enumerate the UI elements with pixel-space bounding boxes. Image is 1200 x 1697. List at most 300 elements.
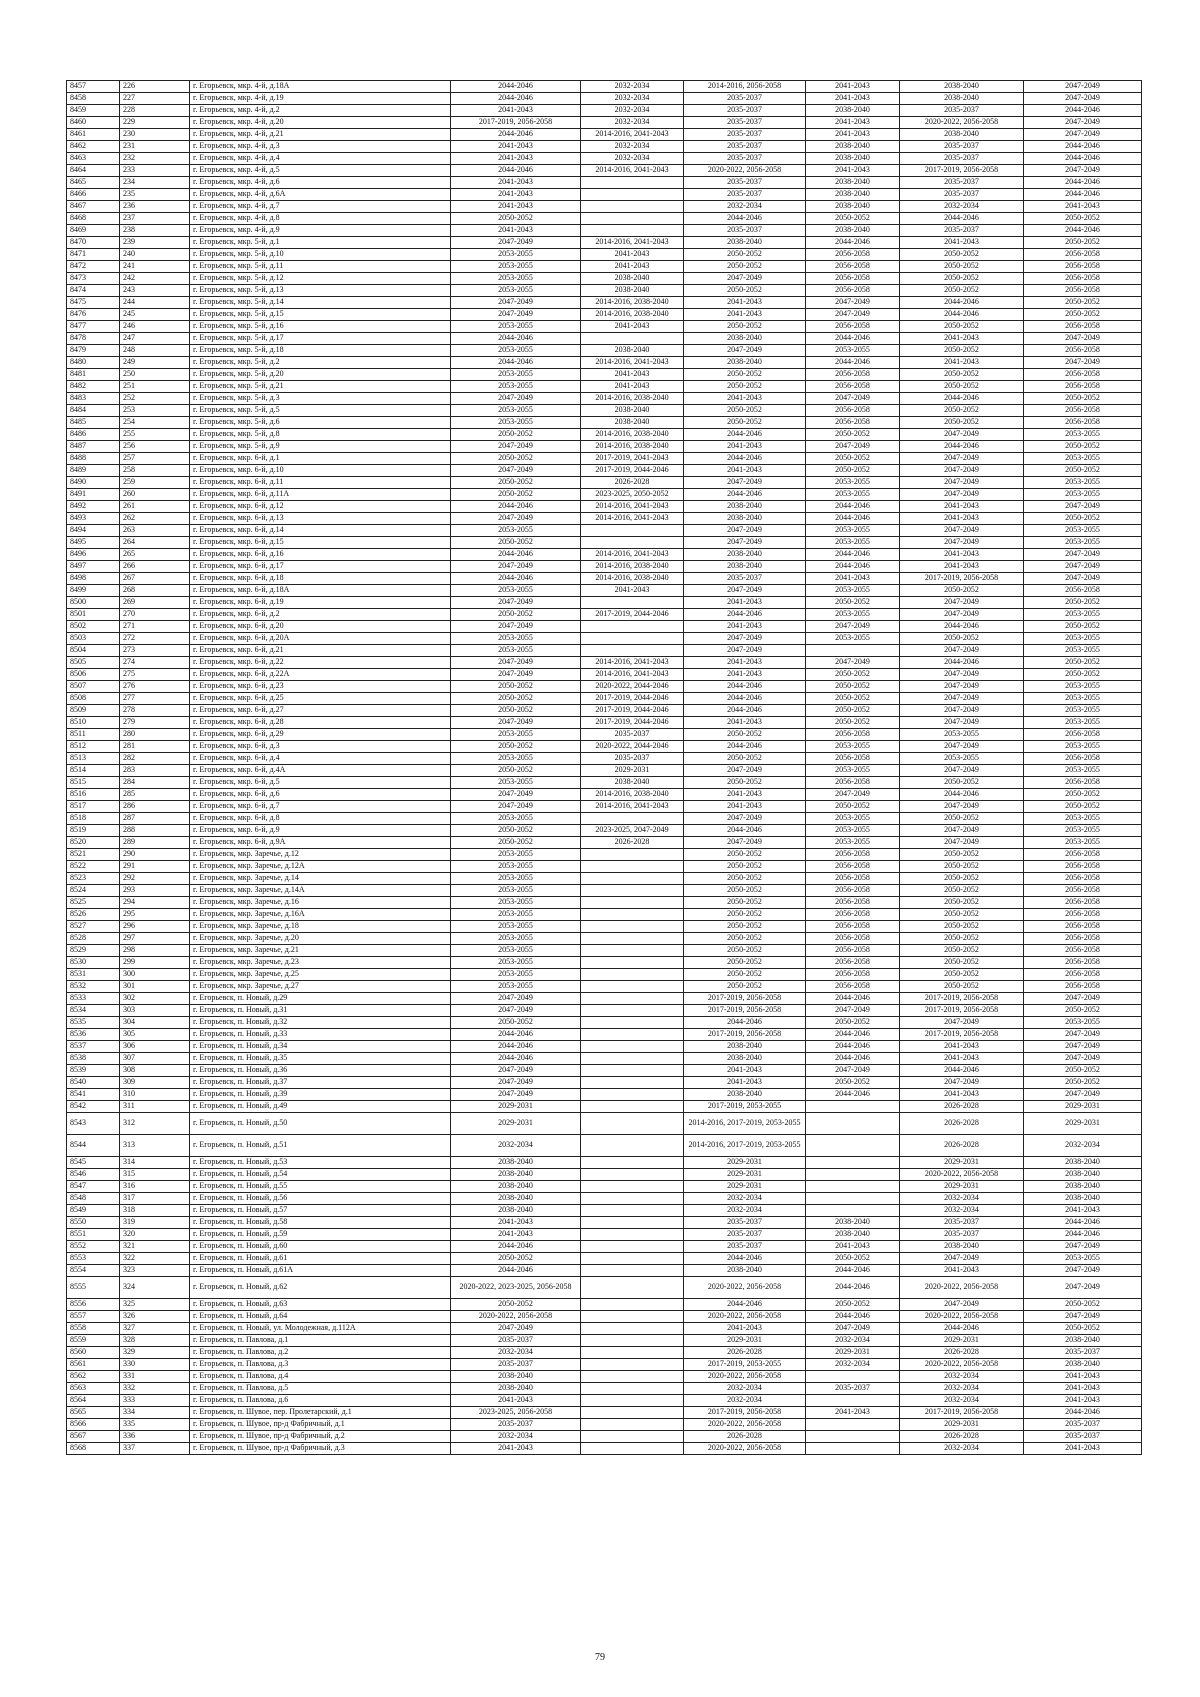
period-cell-4: 2044-2046 xyxy=(806,549,900,561)
row-number-cell: 279 xyxy=(120,717,190,729)
period-cell-2 xyxy=(581,1253,684,1265)
period-cell-3: 2047-2049 xyxy=(684,633,806,645)
period-cell-1: 2053-2055 xyxy=(451,897,581,909)
row-number-cell: 241 xyxy=(120,261,190,273)
period-cell-5: 2047-2049 xyxy=(900,1253,1024,1265)
row-id-cell: 8518 xyxy=(67,813,120,825)
address-cell: г. Егорьевск, мкр. 5-й, д.6 xyxy=(190,417,451,429)
period-cell-4: 2041-2043 xyxy=(806,1241,900,1253)
row-id-cell: 8554 xyxy=(67,1265,120,1277)
period-cell-4 xyxy=(806,1443,900,1455)
period-cell-1: 2053-2055 xyxy=(451,525,581,537)
period-cell-5: 2041-2043 xyxy=(900,357,1024,369)
period-cell-4: 2038-2040 xyxy=(806,1229,900,1241)
row-number-cell: 262 xyxy=(120,513,190,525)
address-cell: г. Егорьевск, п. Новый, д.29 xyxy=(190,993,451,1005)
address-cell: г. Егорьевск, мкр. 6-й, д.14 xyxy=(190,525,451,537)
period-cell-3: 2041-2043 xyxy=(684,1077,806,1089)
period-cell-1: 2047-2049 xyxy=(451,297,581,309)
period-cell-1: 2047-2049 xyxy=(451,1323,581,1335)
row-id-cell: 8463 xyxy=(67,153,120,165)
row-id-cell: 8525 xyxy=(67,897,120,909)
period-cell-2: 2032-2034 xyxy=(581,93,684,105)
address-cell: г. Егорьевск, мкр. Заречье, д.12 xyxy=(190,849,451,861)
period-cell-4: 2056-2058 xyxy=(806,945,900,957)
period-cell-6: 2050-2052 xyxy=(1024,801,1142,813)
period-cell-4: 2044-2046 xyxy=(806,1041,900,1053)
period-cell-2 xyxy=(581,537,684,549)
period-cell-1: 2032-2034 xyxy=(451,1347,581,1359)
period-cell-4: 2038-2040 xyxy=(806,225,900,237)
table-row xyxy=(67,909,1142,921)
period-cell-6: 2047-2049 xyxy=(1024,1311,1142,1323)
period-cell-5: 2044-2046 xyxy=(900,1065,1024,1077)
period-cell-3: 2038-2040 xyxy=(684,513,806,525)
row-id-cell: 8543 xyxy=(67,1113,120,1135)
period-cell-6: 2050-2052 xyxy=(1024,1299,1142,1311)
period-cell-3: 2026-2028 xyxy=(684,1431,806,1443)
period-cell-3: 2044-2046 xyxy=(684,453,806,465)
period-cell-6: 2038-2040 xyxy=(1024,1157,1142,1169)
row-id-cell: 8499 xyxy=(67,585,120,597)
address-cell: г. Егорьевск, мкр. 5-й, д.17 xyxy=(190,333,451,345)
period-cell-2: 2026-2028 xyxy=(581,477,684,489)
table-row xyxy=(67,201,1142,213)
table-row xyxy=(67,1217,1142,1229)
table-row xyxy=(67,1169,1142,1181)
period-cell-2: 2020-2022, 2044-2046 xyxy=(581,741,684,753)
period-cell-1: 2053-2055 xyxy=(451,633,581,645)
row-id-cell: 8497 xyxy=(67,561,120,573)
period-cell-1: 2017-2019, 2056-2058 xyxy=(451,117,581,129)
period-cell-2: 2041-2043 xyxy=(581,261,684,273)
period-cell-3: 2044-2046 xyxy=(684,1253,806,1265)
table-row xyxy=(67,357,1142,369)
period-cell-5: 2047-2049 xyxy=(900,477,1024,489)
period-cell-1: 2047-2049 xyxy=(451,237,581,249)
period-cell-6: 2047-2049 xyxy=(1024,357,1142,369)
period-cell-6: 2041-2043 xyxy=(1024,1395,1142,1407)
table-row xyxy=(67,1383,1142,1395)
period-cell-3: 2044-2046 xyxy=(684,741,806,753)
table-row xyxy=(67,585,1142,597)
period-cell-5: 2020-2022, 2056-2058 xyxy=(900,1277,1024,1299)
table-row xyxy=(67,189,1142,201)
address-cell: г. Егорьевск, мкр. 6-й, д.23 xyxy=(190,681,451,693)
row-number-cell: 329 xyxy=(120,1347,190,1359)
address-cell: г. Егорьевск, мкр. 5-й, д.10 xyxy=(190,249,451,261)
period-cell-3: 2050-2052 xyxy=(684,321,806,333)
table-row xyxy=(67,501,1142,513)
period-cell-4 xyxy=(806,1101,900,1113)
period-cell-2 xyxy=(581,1053,684,1065)
table-row xyxy=(67,393,1142,405)
row-id-cell: 8548 xyxy=(67,1193,120,1205)
period-cell-1: 2053-2055 xyxy=(451,885,581,897)
row-id-cell: 8530 xyxy=(67,957,120,969)
period-cell-2 xyxy=(581,1335,684,1347)
table-row xyxy=(67,969,1142,981)
period-cell-6: 2053-2055 xyxy=(1024,741,1142,753)
address-cell: г. Егорьевск, мкр. 6-й, д.25 xyxy=(190,693,451,705)
period-cell-6: 2047-2049 xyxy=(1024,1089,1142,1101)
period-cell-4: 2050-2052 xyxy=(806,669,900,681)
period-cell-5: 2047-2049 xyxy=(900,537,1024,549)
period-cell-4: 2038-2040 xyxy=(806,153,900,165)
period-cell-3: 2050-2052 xyxy=(684,381,806,393)
address-cell: г. Егорьевск, мкр. 5-й, д.15 xyxy=(190,309,451,321)
period-cell-1: 2047-2049 xyxy=(451,717,581,729)
period-cell-4: 2032-2034 xyxy=(806,1359,900,1371)
table-row xyxy=(67,645,1142,657)
period-cell-5: 2050-2052 xyxy=(900,849,1024,861)
period-cell-6: 2056-2058 xyxy=(1024,849,1142,861)
row-id-cell: 8477 xyxy=(67,321,120,333)
table-row xyxy=(67,465,1142,477)
period-cell-1: 2044-2046 xyxy=(451,1053,581,1065)
period-cell-4: 2038-2040 xyxy=(806,189,900,201)
period-cell-3: 2038-2040 xyxy=(684,1265,806,1277)
row-number-cell: 326 xyxy=(120,1311,190,1323)
period-cell-5: 2047-2049 xyxy=(900,801,1024,813)
period-cell-2: 2023-2025, 2047-2049 xyxy=(581,825,684,837)
row-number-cell: 268 xyxy=(120,585,190,597)
address-cell: г. Егорьевск, п. Новый, д.59 xyxy=(190,1229,451,1241)
row-id-cell: 8493 xyxy=(67,513,120,525)
row-id-cell: 8489 xyxy=(67,465,120,477)
period-cell-6: 2050-2052 xyxy=(1024,621,1142,633)
period-cell-3: 2044-2046 xyxy=(684,825,806,837)
table-row xyxy=(67,1229,1142,1241)
period-cell-5: 2041-2043 xyxy=(900,1041,1024,1053)
period-cell-6: 2038-2040 xyxy=(1024,1181,1142,1193)
table-row xyxy=(67,861,1142,873)
row-id-cell: 8524 xyxy=(67,885,120,897)
period-cell-1: 2053-2055 xyxy=(451,813,581,825)
row-number-cell: 229 xyxy=(120,117,190,129)
period-cell-2 xyxy=(581,885,684,897)
period-cell-6: 2056-2058 xyxy=(1024,729,1142,741)
period-cell-3: 2050-2052 xyxy=(684,897,806,909)
table-row xyxy=(67,1101,1142,1113)
period-cell-1: 2053-2055 xyxy=(451,933,581,945)
row-id-cell: 8521 xyxy=(67,849,120,861)
period-cell-2: 2014-2016, 2041-2043 xyxy=(581,129,684,141)
period-cell-5: 2047-2049 xyxy=(900,453,1024,465)
period-cell-5: 2047-2049 xyxy=(900,681,1024,693)
period-cell-1: 2032-2034 xyxy=(451,1431,581,1443)
period-cell-2 xyxy=(581,969,684,981)
period-cell-4: 2053-2055 xyxy=(806,585,900,597)
row-number-cell: 255 xyxy=(120,429,190,441)
address-cell: г. Егорьевск, мкр. 5-й, д.3 xyxy=(190,393,451,405)
period-cell-5: 2050-2052 xyxy=(900,981,1024,993)
table-row xyxy=(67,729,1142,741)
period-cell-3: 2014-2016, 2056-2058 xyxy=(684,81,806,93)
period-cell-6: 2050-2052 xyxy=(1024,297,1142,309)
period-cell-2 xyxy=(581,1407,684,1419)
period-cell-5: 2035-2037 xyxy=(900,189,1024,201)
period-cell-1: 2047-2049 xyxy=(451,789,581,801)
period-cell-5: 2047-2049 xyxy=(900,765,1024,777)
period-cell-6: 2056-2058 xyxy=(1024,909,1142,921)
period-cell-6: 2047-2049 xyxy=(1024,1053,1142,1065)
row-id-cell: 8479 xyxy=(67,345,120,357)
table-row xyxy=(67,921,1142,933)
period-cell-4: 2029-2031 xyxy=(806,1347,900,1359)
period-cell-5: 2032-2034 xyxy=(900,1371,1024,1383)
table-row xyxy=(67,177,1142,189)
address-cell: г. Егорьевск, мкр. 6-й, д.19 xyxy=(190,597,451,609)
address-cell: г. Егорьевск, мкр. Заречье, д.20 xyxy=(190,933,451,945)
row-number-cell: 312 xyxy=(120,1113,190,1135)
period-cell-1: 2044-2046 xyxy=(451,165,581,177)
period-cell-1: 2041-2043 xyxy=(451,189,581,201)
table-row xyxy=(67,537,1142,549)
period-cell-2: 2023-2025, 2050-2052 xyxy=(581,489,684,501)
table-row xyxy=(67,837,1142,849)
period-cell-2 xyxy=(581,1229,684,1241)
period-cell-1: 2053-2055 xyxy=(451,645,581,657)
address-cell: г. Егорьевск, п. Новый, д.32 xyxy=(190,1017,451,1029)
period-cell-3: 2020-2022, 2056-2058 xyxy=(684,1371,806,1383)
period-cell-4: 2041-2043 xyxy=(806,1407,900,1419)
period-cell-3: 2047-2049 xyxy=(684,813,806,825)
period-cell-4: 2044-2046 xyxy=(806,1277,900,1299)
period-cell-5: 2029-2031 xyxy=(900,1181,1024,1193)
period-cell-4: 2047-2049 xyxy=(806,621,900,633)
address-cell: г. Егорьевск, мкр. 4-й, д.9 xyxy=(190,225,451,237)
period-cell-5: 2047-2049 xyxy=(900,825,1024,837)
period-cell-2 xyxy=(581,1265,684,1277)
row-number-cell: 267 xyxy=(120,573,190,585)
period-cell-5: 2029-2031 xyxy=(900,1335,1024,1347)
period-cell-4: 2047-2049 xyxy=(806,309,900,321)
table-row xyxy=(67,405,1142,417)
row-number-cell: 321 xyxy=(120,1241,190,1253)
period-cell-2: 2014-2016, 2041-2043 xyxy=(581,501,684,513)
period-cell-2: 2014-2016, 2038-2040 xyxy=(581,309,684,321)
table-row xyxy=(67,825,1142,837)
period-cell-1: 2053-2055 xyxy=(451,873,581,885)
row-id-cell: 8522 xyxy=(67,861,120,873)
period-cell-6: 2047-2049 xyxy=(1024,165,1142,177)
period-cell-2: 2032-2034 xyxy=(581,141,684,153)
row-id-cell: 8557 xyxy=(67,1311,120,1323)
period-cell-6: 2056-2058 xyxy=(1024,933,1142,945)
table-row xyxy=(67,273,1142,285)
period-cell-3: 2032-2034 xyxy=(684,201,806,213)
row-number-cell: 266 xyxy=(120,561,190,573)
address-cell: г. Егорьевск, п. Новый, д.58 xyxy=(190,1217,451,1229)
row-number-cell: 303 xyxy=(120,1005,190,1017)
table-row xyxy=(67,249,1142,261)
row-id-cell: 8483 xyxy=(67,393,120,405)
period-cell-1: 2041-2043 xyxy=(451,1229,581,1241)
address-cell: г. Егорьевск, мкр. 5-й, д.18 xyxy=(190,345,451,357)
period-cell-2 xyxy=(581,189,684,201)
row-number-cell: 320 xyxy=(120,1229,190,1241)
period-cell-1: 2038-2040 xyxy=(451,1181,581,1193)
period-cell-5: 2032-2034 xyxy=(900,1383,1024,1395)
period-cell-4 xyxy=(806,1113,900,1135)
period-cell-1: 2050-2052 xyxy=(451,681,581,693)
row-number-cell: 230 xyxy=(120,129,190,141)
period-cell-1: 2029-2031 xyxy=(451,1113,581,1135)
period-cell-2: 2017-2019, 2041-2043 xyxy=(581,453,684,465)
period-cell-5: 2020-2022, 2056-2058 xyxy=(900,1359,1024,1371)
row-id-cell: 8476 xyxy=(67,309,120,321)
period-cell-3: 2020-2022, 2056-2058 xyxy=(684,1311,806,1323)
period-cell-5: 2032-2034 xyxy=(900,1395,1024,1407)
period-cell-3: 2041-2043 xyxy=(684,801,806,813)
row-number-cell: 248 xyxy=(120,345,190,357)
row-id-cell: 8458 xyxy=(67,93,120,105)
period-cell-3: 2050-2052 xyxy=(684,981,806,993)
address-cell: г. Егорьевск, мкр. Заречье, д.12А xyxy=(190,861,451,873)
period-cell-2 xyxy=(581,1347,684,1359)
period-cell-1: 2047-2049 xyxy=(451,465,581,477)
period-cell-4: 2053-2055 xyxy=(806,765,900,777)
table-row xyxy=(67,237,1142,249)
period-cell-2 xyxy=(581,1157,684,1169)
period-cell-5: 2026-2028 xyxy=(900,1113,1024,1135)
table-row xyxy=(67,93,1142,105)
period-cell-3: 2050-2052 xyxy=(684,957,806,969)
period-cell-1: 2053-2055 xyxy=(451,381,581,393)
period-cell-2 xyxy=(581,1205,684,1217)
row-number-cell: 315 xyxy=(120,1169,190,1181)
period-cell-4: 2053-2055 xyxy=(806,609,900,621)
row-number-cell: 334 xyxy=(120,1407,190,1419)
period-cell-2 xyxy=(581,201,684,213)
table-row xyxy=(67,933,1142,945)
period-cell-6: 2050-2052 xyxy=(1024,513,1142,525)
row-number-cell: 271 xyxy=(120,621,190,633)
row-number-cell: 330 xyxy=(120,1359,190,1371)
table-row xyxy=(67,525,1142,537)
period-cell-3: 2050-2052 xyxy=(684,849,806,861)
table-row xyxy=(67,513,1142,525)
row-number-cell: 277 xyxy=(120,693,190,705)
period-cell-3: 2038-2040 xyxy=(684,1053,806,1065)
row-number-cell: 293 xyxy=(120,885,190,897)
period-cell-1: 2050-2052 xyxy=(451,429,581,441)
period-cell-1: 2047-2049 xyxy=(451,597,581,609)
period-cell-6: 2053-2055 xyxy=(1024,717,1142,729)
period-cell-6: 2050-2052 xyxy=(1024,1077,1142,1089)
period-cell-3: 2050-2052 xyxy=(684,933,806,945)
period-cell-1: 2041-2043 xyxy=(451,201,581,213)
period-cell-1: 2035-2037 xyxy=(451,1335,581,1347)
table-row xyxy=(67,765,1142,777)
row-id-cell: 8474 xyxy=(67,285,120,297)
period-cell-6: 2035-2037 xyxy=(1024,1347,1142,1359)
period-cell-3: 2032-2034 xyxy=(684,1383,806,1395)
table-row xyxy=(67,1407,1142,1419)
period-cell-3: 2020-2022, 2056-2058 xyxy=(684,1443,806,1455)
period-cell-6: 2050-2052 xyxy=(1024,393,1142,405)
period-cell-2: 2041-2043 xyxy=(581,249,684,261)
address-cell: г. Егорьевск, мкр. 5-й, д.9 xyxy=(190,441,451,453)
row-id-cell: 8542 xyxy=(67,1101,120,1113)
period-cell-2: 2035-2037 xyxy=(581,753,684,765)
row-id-cell: 8531 xyxy=(67,969,120,981)
period-cell-6: 2056-2058 xyxy=(1024,885,1142,897)
period-cell-6: 2047-2049 xyxy=(1024,81,1142,93)
period-cell-5: 2038-2040 xyxy=(900,1241,1024,1253)
address-cell: г. Егорьевск, п. Новый, д.31 xyxy=(190,1005,451,1017)
period-cell-4: 2041-2043 xyxy=(806,573,900,585)
address-cell: г. Егорьевск, мкр. Заречье, д.14 xyxy=(190,873,451,885)
period-cell-6: 2056-2058 xyxy=(1024,249,1142,261)
row-number-cell: 306 xyxy=(120,1041,190,1053)
period-cell-5: 2035-2037 xyxy=(900,141,1024,153)
period-cell-6: 2041-2043 xyxy=(1024,1443,1142,1455)
period-cell-3: 2038-2040 xyxy=(684,501,806,513)
period-cell-5: 2047-2049 xyxy=(900,1017,1024,1029)
period-cell-5: 2050-2052 xyxy=(900,321,1024,333)
row-id-cell: 8549 xyxy=(67,1205,120,1217)
row-id-cell: 8495 xyxy=(67,537,120,549)
address-cell: г. Егорьевск, п. Новый, д.37 xyxy=(190,1077,451,1089)
period-cell-5: 2050-2052 xyxy=(900,417,1024,429)
period-cell-6: 2053-2055 xyxy=(1024,765,1142,777)
row-id-cell: 8482 xyxy=(67,381,120,393)
period-cell-6: 2047-2049 xyxy=(1024,561,1142,573)
period-cell-2: 2032-2034 xyxy=(581,81,684,93)
table-row xyxy=(67,117,1142,129)
period-cell-6: 2044-2046 xyxy=(1024,105,1142,117)
period-cell-6: 2047-2049 xyxy=(1024,573,1142,585)
period-cell-3: 2029-2031 xyxy=(684,1181,806,1193)
table-row xyxy=(67,1241,1142,1253)
row-id-cell: 8465 xyxy=(67,177,120,189)
period-cell-1: 2044-2046 xyxy=(451,81,581,93)
table-row xyxy=(67,1323,1142,1335)
table-row xyxy=(67,1077,1142,1089)
period-cell-2: 2017-2019, 2044-2046 xyxy=(581,693,684,705)
table-row xyxy=(67,1053,1142,1065)
period-cell-4 xyxy=(806,645,900,657)
row-id-cell: 8467 xyxy=(67,201,120,213)
period-cell-1: 2044-2046 xyxy=(451,549,581,561)
period-cell-6: 2047-2049 xyxy=(1024,549,1142,561)
row-number-cell: 269 xyxy=(120,597,190,609)
period-cell-2: 2038-2040 xyxy=(581,273,684,285)
period-cell-1: 2053-2055 xyxy=(451,777,581,789)
row-id-cell: 8492 xyxy=(67,501,120,513)
period-cell-3: 2029-2031 xyxy=(684,1169,806,1181)
period-cell-4: 2041-2043 xyxy=(806,93,900,105)
period-cell-2 xyxy=(581,861,684,873)
period-cell-4: 2050-2052 xyxy=(806,429,900,441)
table-row xyxy=(67,1443,1142,1455)
period-cell-6: 2047-2049 xyxy=(1024,1241,1142,1253)
table-row xyxy=(67,717,1142,729)
table-row xyxy=(67,741,1142,753)
period-cell-3: 2032-2034 xyxy=(684,1205,806,1217)
period-cell-6: 2056-2058 xyxy=(1024,381,1142,393)
period-cell-2 xyxy=(581,1359,684,1371)
period-cell-6: 2056-2058 xyxy=(1024,981,1142,993)
period-cell-5: 2032-2034 xyxy=(900,1193,1024,1205)
period-cell-3: 2041-2043 xyxy=(684,309,806,321)
period-cell-6: 2047-2049 xyxy=(1024,1029,1142,1041)
row-number-cell: 317 xyxy=(120,1193,190,1205)
row-number-cell: 256 xyxy=(120,441,190,453)
period-cell-6: 2053-2055 xyxy=(1024,825,1142,837)
